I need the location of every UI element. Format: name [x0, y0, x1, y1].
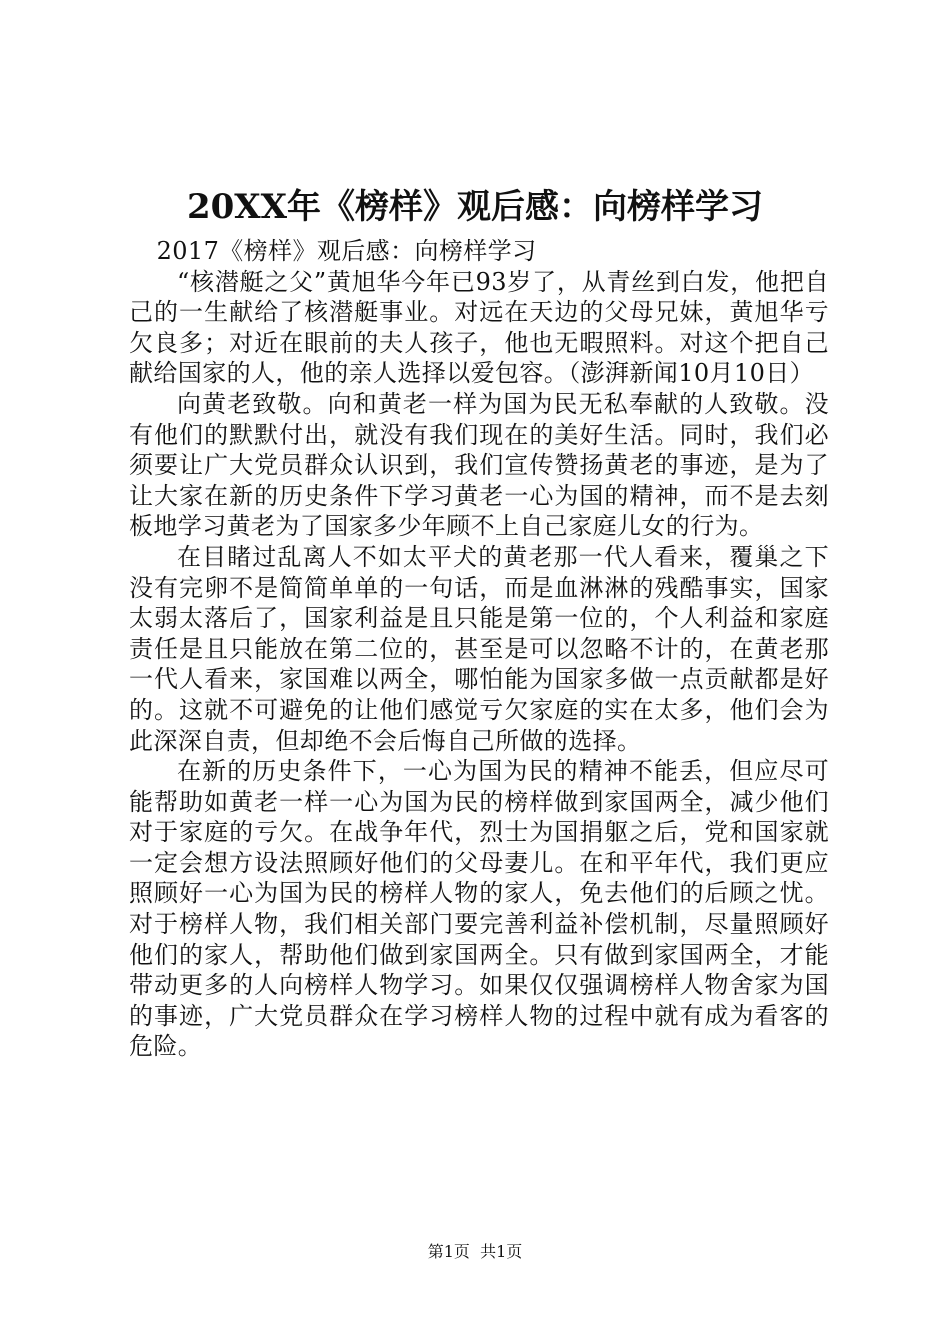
document-title: 20XX年《榜样》观后感：向榜样学习	[186, 187, 764, 227]
page-footer: 第1页 共1页	[427, 1242, 523, 1261]
paragraph-4: 在新的历史条件下，一心为国为民的精神不能丢，但应尽可能帮助如黄老一样一心为国为民的榜样做到家国两全，减少他们对于家庭的亏欠。在战争年代，烈士为国捐躯之后，党和国家就一定会想方设法照顾好他们的父母妻儿。在和平年代，我们更应照顾好一心为国为民的榜样人物的家人，免去他们的后顾之忧。对于榜样人物，我们相关部门要完善利益补偿机制，尽量照顾好他们的家人，帮助他们做到家国两全。只有做到家国两全，才能带动更多的人向榜样人物学习。如果仅仅强调榜样人物舍家为国的事迹，广大党员群众在学习榜样人物的过程中就有成为看客的危险。	[129, 757, 829, 1061]
paragraph-1: “核潜艇之父”黄旭华今年已93岁了，从青丝到白发，他把自己的一生献给了核潜艇事业。对远在天边的父母兄妹，黄旭华亏欠良多；对近在眼前的夫人孩子，他也无暇照料。对这个把自己献给国家的人，他的亲人选择以爱包容。（澎湃新闻10月10日）	[129, 267, 829, 388]
document-subtitle: 2017《榜样》观后感：向榜样学习	[156, 237, 537, 265]
document-body	[129, 236, 829, 1062]
paragraph-2: 向黄老致敬。向和黄老一样为国为民无私奉献的人致敬。没有他们的默默付出，就没有我们现在的美好生活。同时，我们必须要让广大党员群众认识到，我们宣传赞扬黄老的事迹，是为了让大家在新的历史条件下学习黄老一心为国的精神，而不是去刻板地学习黄老为了国家多少年顾不上自己家庭儿女的行为。	[129, 389, 829, 541]
paragraph-3: 在目睹过乱离人不如太平犬的黄老那一代人看来，覆巢之下没有完卵不是简简单单的一句话，而是血淋淋的残酷事实，国家太弱太落后了，国家利益是且只能是第一位的，个人利益和家庭责任是且只能放在第二位的，甚至是可以忽略不计的，在黄老那一代人看来，家国难以两全，哪怕能为国家多做一点贡献都是好的。这就不可避免的让他们感觉亏欠家庭的实在太多，他们会为此深深自责，但却绝不会后悔自己所做的选择。	[129, 542, 829, 755]
